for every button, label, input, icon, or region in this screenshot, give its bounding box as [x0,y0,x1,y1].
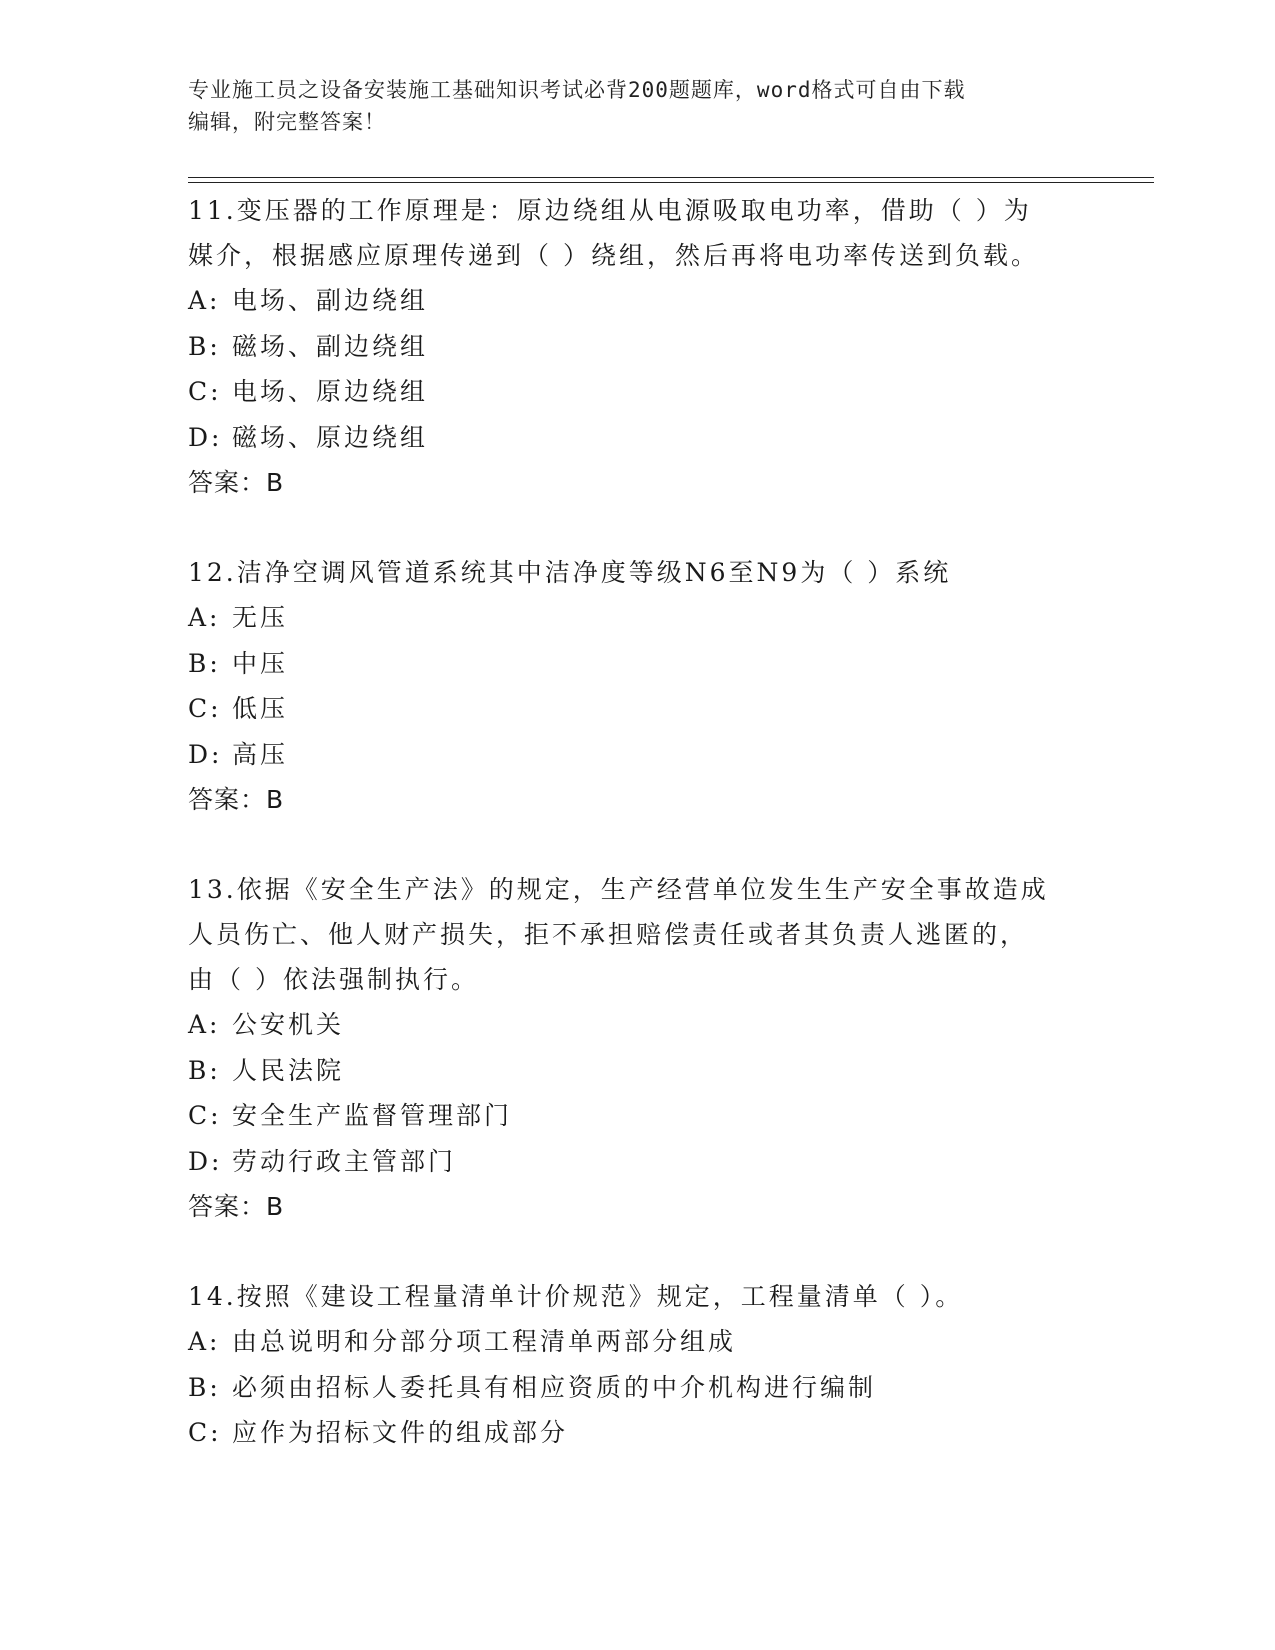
option-b [188,1048,1088,1094]
option-letter: C: [188,1418,222,1447]
answer-line: 答案：B [188,785,285,814]
option-b [188,641,1088,687]
option-text: 人民法院 [232,1055,345,1085]
option-letter: B: [188,1372,221,1402]
option-b [188,1365,1088,1411]
question-list [188,188,1088,1456]
question-text-line: 由（ ）依法强制执行。 [188,965,479,994]
option-a [188,1319,1088,1365]
option-text: 中压 [232,648,289,678]
answer-line: 答案：B [188,1192,285,1221]
question-14 [188,1274,1088,1456]
option-d [188,732,1088,778]
answer-line: 答案：B [188,468,285,497]
document-header [188,74,1068,138]
option-letter: B: [188,648,221,678]
option-a [188,595,1088,641]
question-13 [188,867,1088,1229]
option-c [188,1410,1088,1456]
option-text: 电场、副边绕组 [232,286,429,315]
option-text: 劳动行政主管部门 [232,1146,457,1176]
option-c [188,1093,1088,1139]
option-text: 高压 [232,739,289,769]
option-c [188,686,1088,732]
question-text-line: 媒介，根据感应原理传递到（ ）绕组，然后再将电功率传送到负载。 [188,241,1039,270]
option-letter: C: [188,1101,222,1130]
option-letter: A: [188,603,221,632]
header-rule-top [188,177,1154,178]
option-letter: D: [188,422,223,452]
question-text-line: 13.依据《安全生产法》的规定，生产经营单位发生生产安全事故造成 [188,875,1049,904]
question-text-line: 人员伤亡、他人财产损失，拒不承担赔偿责任或者其负责人逃匿的， [188,920,1029,949]
option-text: 磁场、原边绕组 [232,422,429,452]
option-text: 由总说明和分部分项工程清单两部分组成 [232,1327,737,1356]
option-c [188,369,1088,415]
question-text-line: 11.变压器的工作原理是：原边绕组从电源吸取电功率，借助（ ）为 [188,196,1032,225]
option-text: 低压 [232,694,289,723]
option-text: 必须由招标人委托具有相应资质的中介机构进行编制 [232,1372,877,1402]
spacer [188,822,1088,867]
option-text: 磁场、副边绕组 [232,331,429,361]
spacer [188,505,1088,550]
option-text: 安全生产监督管理部门 [232,1101,513,1130]
option-d [188,1139,1088,1185]
spacer [188,1229,1088,1274]
option-letter: C: [188,694,222,723]
header-rule-bottom [188,182,1154,183]
question-12 [188,550,1088,822]
question-text-line: 12.洁净空调风管道系统其中洁净度等级N6至N9为（ ）系统 [188,558,952,587]
option-letter: C: [188,377,222,406]
option-a [188,1002,1088,1048]
option-text: 电场、原边绕组 [232,377,429,406]
question-11 [188,188,1088,505]
option-letter: B: [188,1055,221,1085]
option-text: 公安机关 [232,1010,345,1039]
option-letter: D: [188,1146,223,1176]
option-letter: B: [188,331,221,361]
option-letter: A: [188,1010,221,1039]
question-text-line: 14.按照《建设工程量清单计价规范》规定，工程量清单（ ）。 [188,1282,964,1311]
option-text: 无压 [232,603,289,632]
option-text: 应作为招标文件的组成部分 [232,1418,569,1447]
option-letter: A: [188,1327,221,1356]
option-a [188,278,1088,324]
option-d [188,415,1088,461]
option-letter: D: [188,739,223,769]
option-b [188,324,1088,370]
header-line-2: 编辑，附完整答案！ [188,110,386,134]
header-line-1: 专业施工员之设备安装施工基础知识考试必背200题题库，word格式可自由下载 [188,78,966,102]
option-letter: A: [188,286,221,315]
